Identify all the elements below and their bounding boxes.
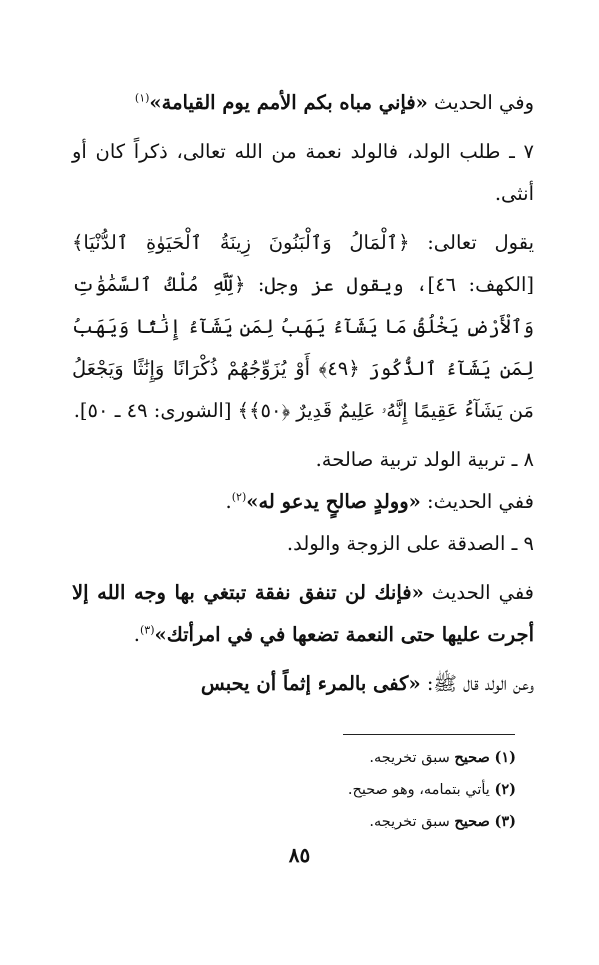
hadith-quote: «وولدٍ صالحٍ يدعو له» <box>246 490 421 513</box>
footnote-grade: صحيح <box>454 749 490 766</box>
text-run: . <box>225 490 232 513</box>
hadith-quote: «فإنك لن تنفق نفقة تبتغي بها وجه الله إلا أجرت عليها حتى النعمة تضعها في في امرأتك» <box>72 581 534 646</box>
text-run: ٨ ـ تربية الولد تربية صالحة. <box>315 448 534 471</box>
text-run: يقول تعالى: ﴿ٱلْمَالُ وَٱلْبَنُونَ زِينَةُ ٱلْحَيَوٰةِ ٱلدُّنْيَا﴾ [الكهف: ٤٦]، ويقول عز وجل: ﴿لِّلَّهِ مُلْكُ ٱلسَّمَٰوَٰتِ وَٱلْأَرْضِ يَخْلُقُ مَا يَشَآءُ يَهَبُ لِمَن يَشَآءُ إِنَٰثًا وَيَهَبُ لِمَن يَشَآءُ ٱلذُّكُورَ ﴿٤٩﴾ أَوْ يُزَوِّجُهُمْ ذُكْرَانًا وَإِنَٰثًا وَيَجْعَلُ مَن يَشَآءُ عَقِيمًا إِنَّهُۥ عَلِيمٌ قَدِيرٌ ﴿٥٠﴾﴾ [الشورى: ٤٩ ـ ٥٠]. <box>72 231 535 422</box>
footnote-text: سبق تخريجه. <box>369 814 455 830</box>
paragraph-item-9 <box>72 523 534 565</box>
text-run: ففي الحديث: <box>420 490 534 513</box>
footnote-3 <box>250 806 516 838</box>
paragraph-item-7 <box>72 131 534 215</box>
paragraph-quran-verses <box>72 222 534 432</box>
footnote-ref: (١) <box>134 91 150 105</box>
footnotes <box>250 742 516 838</box>
footnote-ref: (٣) <box>139 623 155 637</box>
paragraph-item-8 <box>72 439 534 481</box>
footnote-grade: صحيح <box>454 813 490 830</box>
paragraph-hadith-4 <box>72 663 534 705</box>
footnote-number: (٢) <box>494 781 516 798</box>
footnote-number: (١) <box>494 749 516 766</box>
paragraph-hadith-1 <box>72 82 534 124</box>
text-run: وفي الحديث <box>427 91 534 114</box>
footnote-text: يأتي بتمامه، وهو صحيح. <box>347 782 490 798</box>
main-text <box>72 82 534 705</box>
footnote-text: سبق تخريجه. <box>369 750 455 766</box>
footnote-2 <box>250 774 516 806</box>
text-run: ففي الحديث <box>423 581 535 604</box>
text-run: وعن الولد قال ﷺ: <box>420 672 534 695</box>
footnote-ref: (٢) <box>231 490 247 504</box>
page-number: ٨٥ <box>288 843 311 867</box>
footnote-divider <box>343 734 515 735</box>
paragraph-hadith-3 <box>72 572 534 656</box>
text-run: ٩ ـ الصدقة على الزوجة والولد. <box>286 532 534 555</box>
hadith-quote: «فإني مباه بكم الأمم يوم القيامة» <box>149 91 428 114</box>
hadith-quote: «كفى بالمرء إثماً أن يحبس <box>200 672 421 695</box>
text-run: ٧ ـ طلب الولد، فالولد نعمة من الله تعالى، ذكراً كان أو أنثى. <box>72 140 534 205</box>
footnote-number: (٣) <box>494 813 516 830</box>
footnote-1 <box>250 742 516 774</box>
paragraph-hadith-2 <box>72 481 534 523</box>
text-run: . <box>133 623 140 646</box>
